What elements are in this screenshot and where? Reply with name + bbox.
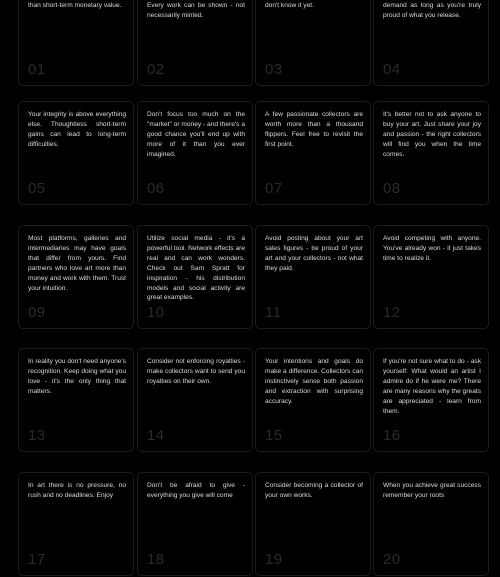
principle-number: 13 [28, 427, 46, 444]
principle-card-19[interactable] [255, 472, 371, 576]
principle-number: 17 [28, 551, 46, 568]
principle-text: Most platforms, galleries and intermediaries may have goals that differ from yours. Find partners who love art more than money and work with them. Trust your intuition. [28, 235, 126, 292]
principle-text: Don't be afraid to give - everything you give will come [147, 482, 245, 499]
principle-card-16[interactable] [373, 348, 489, 452]
principle-number: 05 [28, 180, 46, 197]
principle-number: 11 [265, 304, 282, 321]
principle-number: 15 [265, 427, 283, 444]
principle-text: Consider not enforcing royalties - make collectors want to send you royalties on their own. [147, 358, 245, 385]
principle-card-11[interactable] [255, 225, 371, 329]
card-row [0, 225, 500, 330]
principle-number: 12 [383, 304, 401, 321]
principle-number: 14 [147, 427, 165, 444]
principle-text: Don't focus too much on the "market" or money - and there's a good chance you'll end up with more of it than you ever imagined. [147, 111, 245, 158]
principle-text: A few passionate collectors are worth more than a thousand flippers. Feel free to revisit the first point. [265, 111, 363, 148]
principle-text: Your intentions and goals do make a difference. Collectors can instinctively sense both passion and extraction with surprising accuracy. [265, 358, 363, 405]
principle-card-07[interactable] [255, 101, 371, 205]
principle-number: 19 [265, 551, 283, 568]
principle-card-08[interactable] [373, 101, 489, 205]
principle-text: In art there is no pressure, no rush and no deadlines. Enjoy [28, 482, 126, 499]
principle-card-18[interactable] [137, 472, 253, 576]
principle-card-03[interactable] [255, 0, 371, 86]
principle-number: 09 [28, 304, 46, 321]
card-row [0, 472, 500, 577]
principle-text: If you're not sure what to do - ask yourself: What would an artist I admire do if he were me? There are many reasons why the greats are appreciated - learn from them. [383, 358, 481, 415]
principle-text: demand as long as you're truly proud of what you release. [383, 1, 481, 19]
principle-text: Utilize social media - it's a powerful tool. Network effects are real and can work wonders. Check out Sam Spratt for inspiration - his distribution models and social activity are great examples. [147, 235, 245, 302]
principle-text: In reality you don't need anyone's recognition. Keep doing what you love - it's the only thing that matters. [28, 358, 126, 395]
principle-text: When you achieve great success remember your roots [383, 482, 481, 499]
principle-number: 04 [383, 61, 401, 78]
principle-text: Avoid posting about your art sales figures - be proud of your art and your collectors - not what they paid. [265, 235, 363, 272]
principle-card-04[interactable] [373, 0, 489, 86]
principle-text: than short-term monetary value. [28, 1, 122, 9]
principle-number: 02 [147, 61, 165, 78]
card-row [0, 348, 500, 453]
principle-card-14[interactable] [137, 348, 253, 452]
principle-card-12[interactable] [373, 225, 489, 329]
principle-card-02[interactable] [137, 0, 253, 86]
principle-text: Avoid competing with anyone. You've already won - it just takes time to realize it. [383, 235, 481, 262]
principle-card-10[interactable] [137, 225, 253, 329]
principle-number: 07 [265, 180, 283, 197]
principle-text: Every work can be shown - not necessarily minted. [147, 1, 245, 19]
principle-card-13[interactable] [18, 348, 134, 452]
principle-card-20[interactable] [373, 472, 489, 576]
principle-number: 08 [383, 180, 401, 197]
principle-card-15[interactable] [255, 348, 371, 452]
principle-number: 01 [28, 61, 46, 78]
principle-text: don't know it yet. [265, 1, 314, 9]
principle-card-09[interactable] [18, 225, 134, 329]
principle-text: It's better not to ask anyone to buy your art. Just share your joy and passion - the right collectors will find you when the time comes. [383, 111, 481, 158]
principle-card-05[interactable] [18, 101, 134, 205]
principle-number: 16 [383, 427, 401, 444]
principle-text: Consider becoming a collector of your own works. [265, 482, 363, 499]
principle-card-01[interactable] [18, 0, 134, 86]
principle-card-06[interactable] [137, 101, 253, 205]
principle-card-17[interactable] [18, 472, 134, 576]
principle-number: 10 [147, 304, 165, 321]
principle-number: 03 [265, 61, 283, 78]
principle-text: Your integrity is above everything else. Thoughtless short-term gains can lead to long-term difficulties. [28, 111, 126, 148]
principle-number: 20 [383, 551, 401, 568]
principle-number: 06 [147, 180, 165, 197]
card-row [0, 0, 500, 87]
card-row [0, 101, 500, 206]
principle-number: 18 [147, 551, 165, 568]
